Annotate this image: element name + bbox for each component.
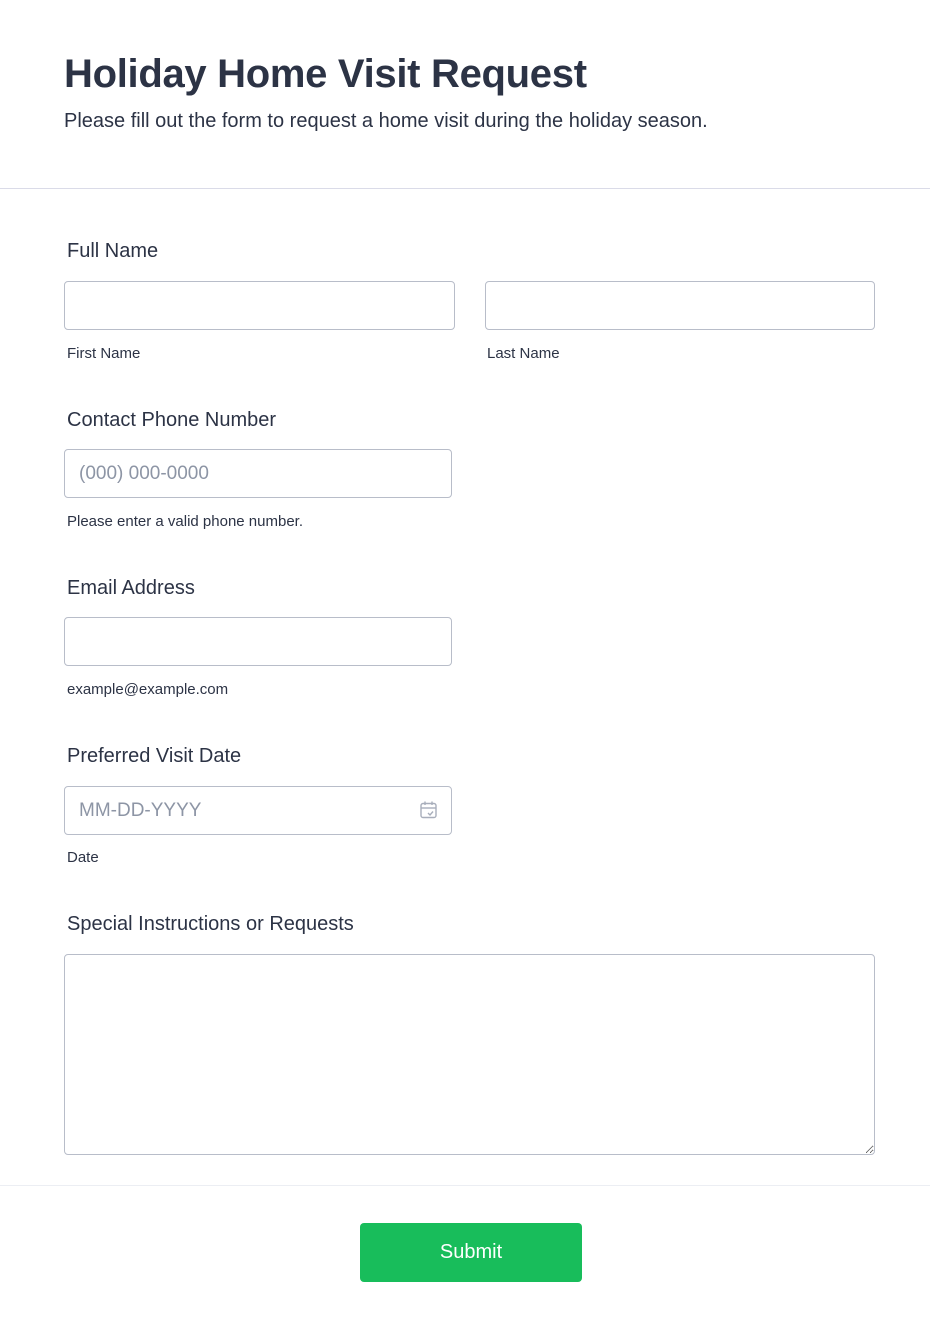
instructions-label: Special Instructions or Requests: [67, 913, 354, 935]
last-name-hint: Last Name: [487, 345, 560, 362]
email-hint: example@example.com: [67, 681, 229, 698]
first-name-input[interactable]: [64, 281, 455, 330]
email-input[interactable]: [64, 617, 452, 666]
email-label: Email Address: [67, 577, 195, 599]
submit-button[interactable]: Submit: [360, 1223, 582, 1282]
phone-hint: Please enter a valid phone number.: [67, 513, 303, 530]
date-label: Preferred Visit Date: [67, 745, 242, 767]
date-hint: Date: [67, 849, 99, 866]
full-name-label: Full Name: [67, 240, 159, 262]
page-title: Holiday Home Visit Request: [64, 52, 587, 96]
footer-divider: [0, 1185, 930, 1186]
phone-input[interactable]: [64, 449, 452, 498]
first-name-hint: First Name: [67, 345, 141, 362]
last-name-input[interactable]: [485, 281, 875, 330]
instructions-textarea[interactable]: [64, 954, 875, 1155]
calendar-icon[interactable]: [419, 800, 439, 825]
date-input[interactable]: [64, 786, 452, 835]
header-divider: [0, 188, 930, 189]
page-subtitle: Please fill out the form to request a home visit during the holiday season.: [64, 110, 708, 132]
phone-label: Contact Phone Number: [67, 409, 277, 431]
